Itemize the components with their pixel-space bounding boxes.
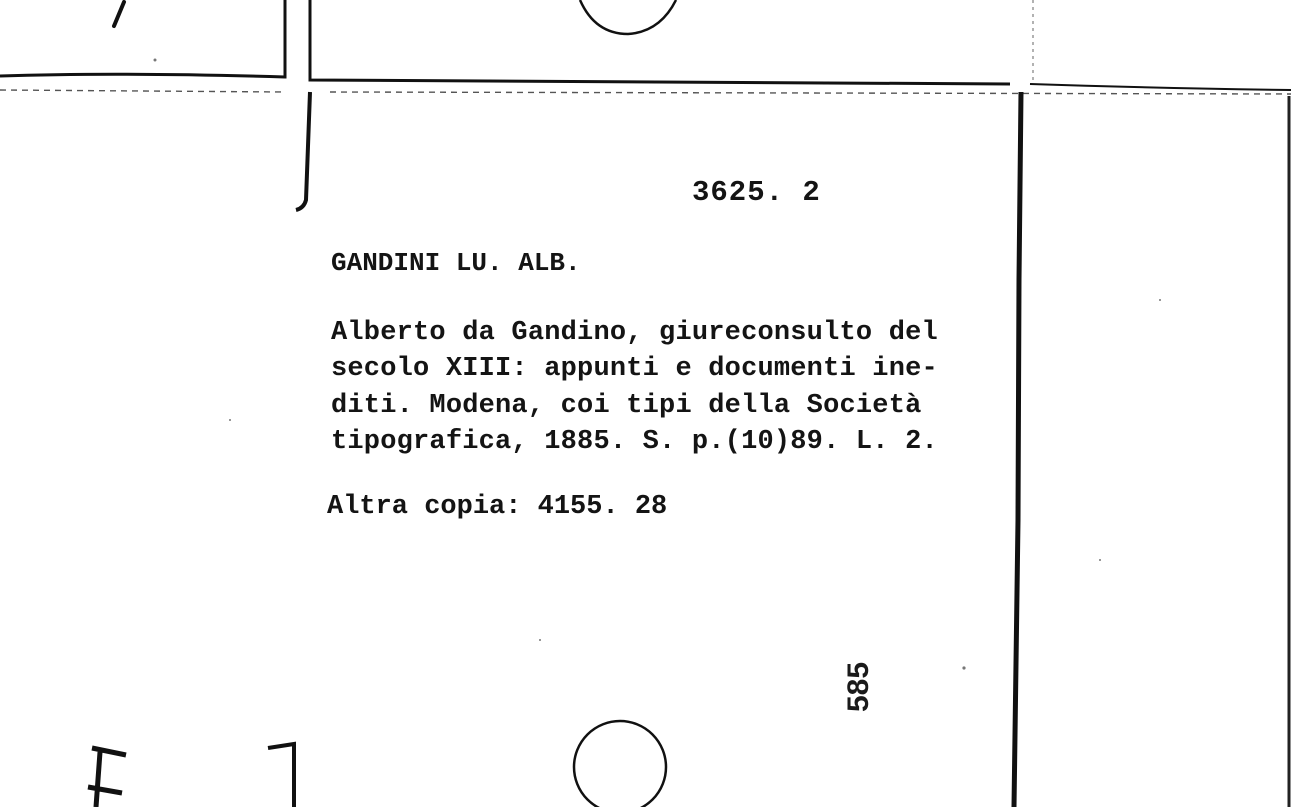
lower-left-bracket xyxy=(268,744,294,807)
upper-card-edge-right xyxy=(1030,84,1291,90)
dashed-rule xyxy=(0,90,1291,94)
call-number: 3625. 2 xyxy=(692,176,821,209)
description-line: secolo XIII: appunti e documenti ine- xyxy=(331,354,938,384)
upper-card-edge-inner xyxy=(310,0,1010,84)
rotated-stamp-number: 585 xyxy=(842,661,875,712)
pen-mark xyxy=(114,2,124,26)
description-line: diti. Modena, coi tipi della Società xyxy=(331,391,922,421)
card-right-edge xyxy=(1014,92,1021,807)
upper-punch-hole xyxy=(580,0,676,34)
lower-punch-hole xyxy=(574,721,666,807)
upper-card-edge xyxy=(0,0,285,77)
author-heading: GANDINI LU. ALB. xyxy=(331,248,581,278)
other-copy-note: Altra copia: 4155. 28 xyxy=(327,492,668,522)
description-line: Alberto da Gandino, giureconsulto del xyxy=(331,318,938,348)
lower-left-mark xyxy=(88,748,126,807)
description-line: tipografica, 1885. S. p.(10)89. L. 2. xyxy=(331,427,938,457)
card-left-edge xyxy=(296,92,310,210)
